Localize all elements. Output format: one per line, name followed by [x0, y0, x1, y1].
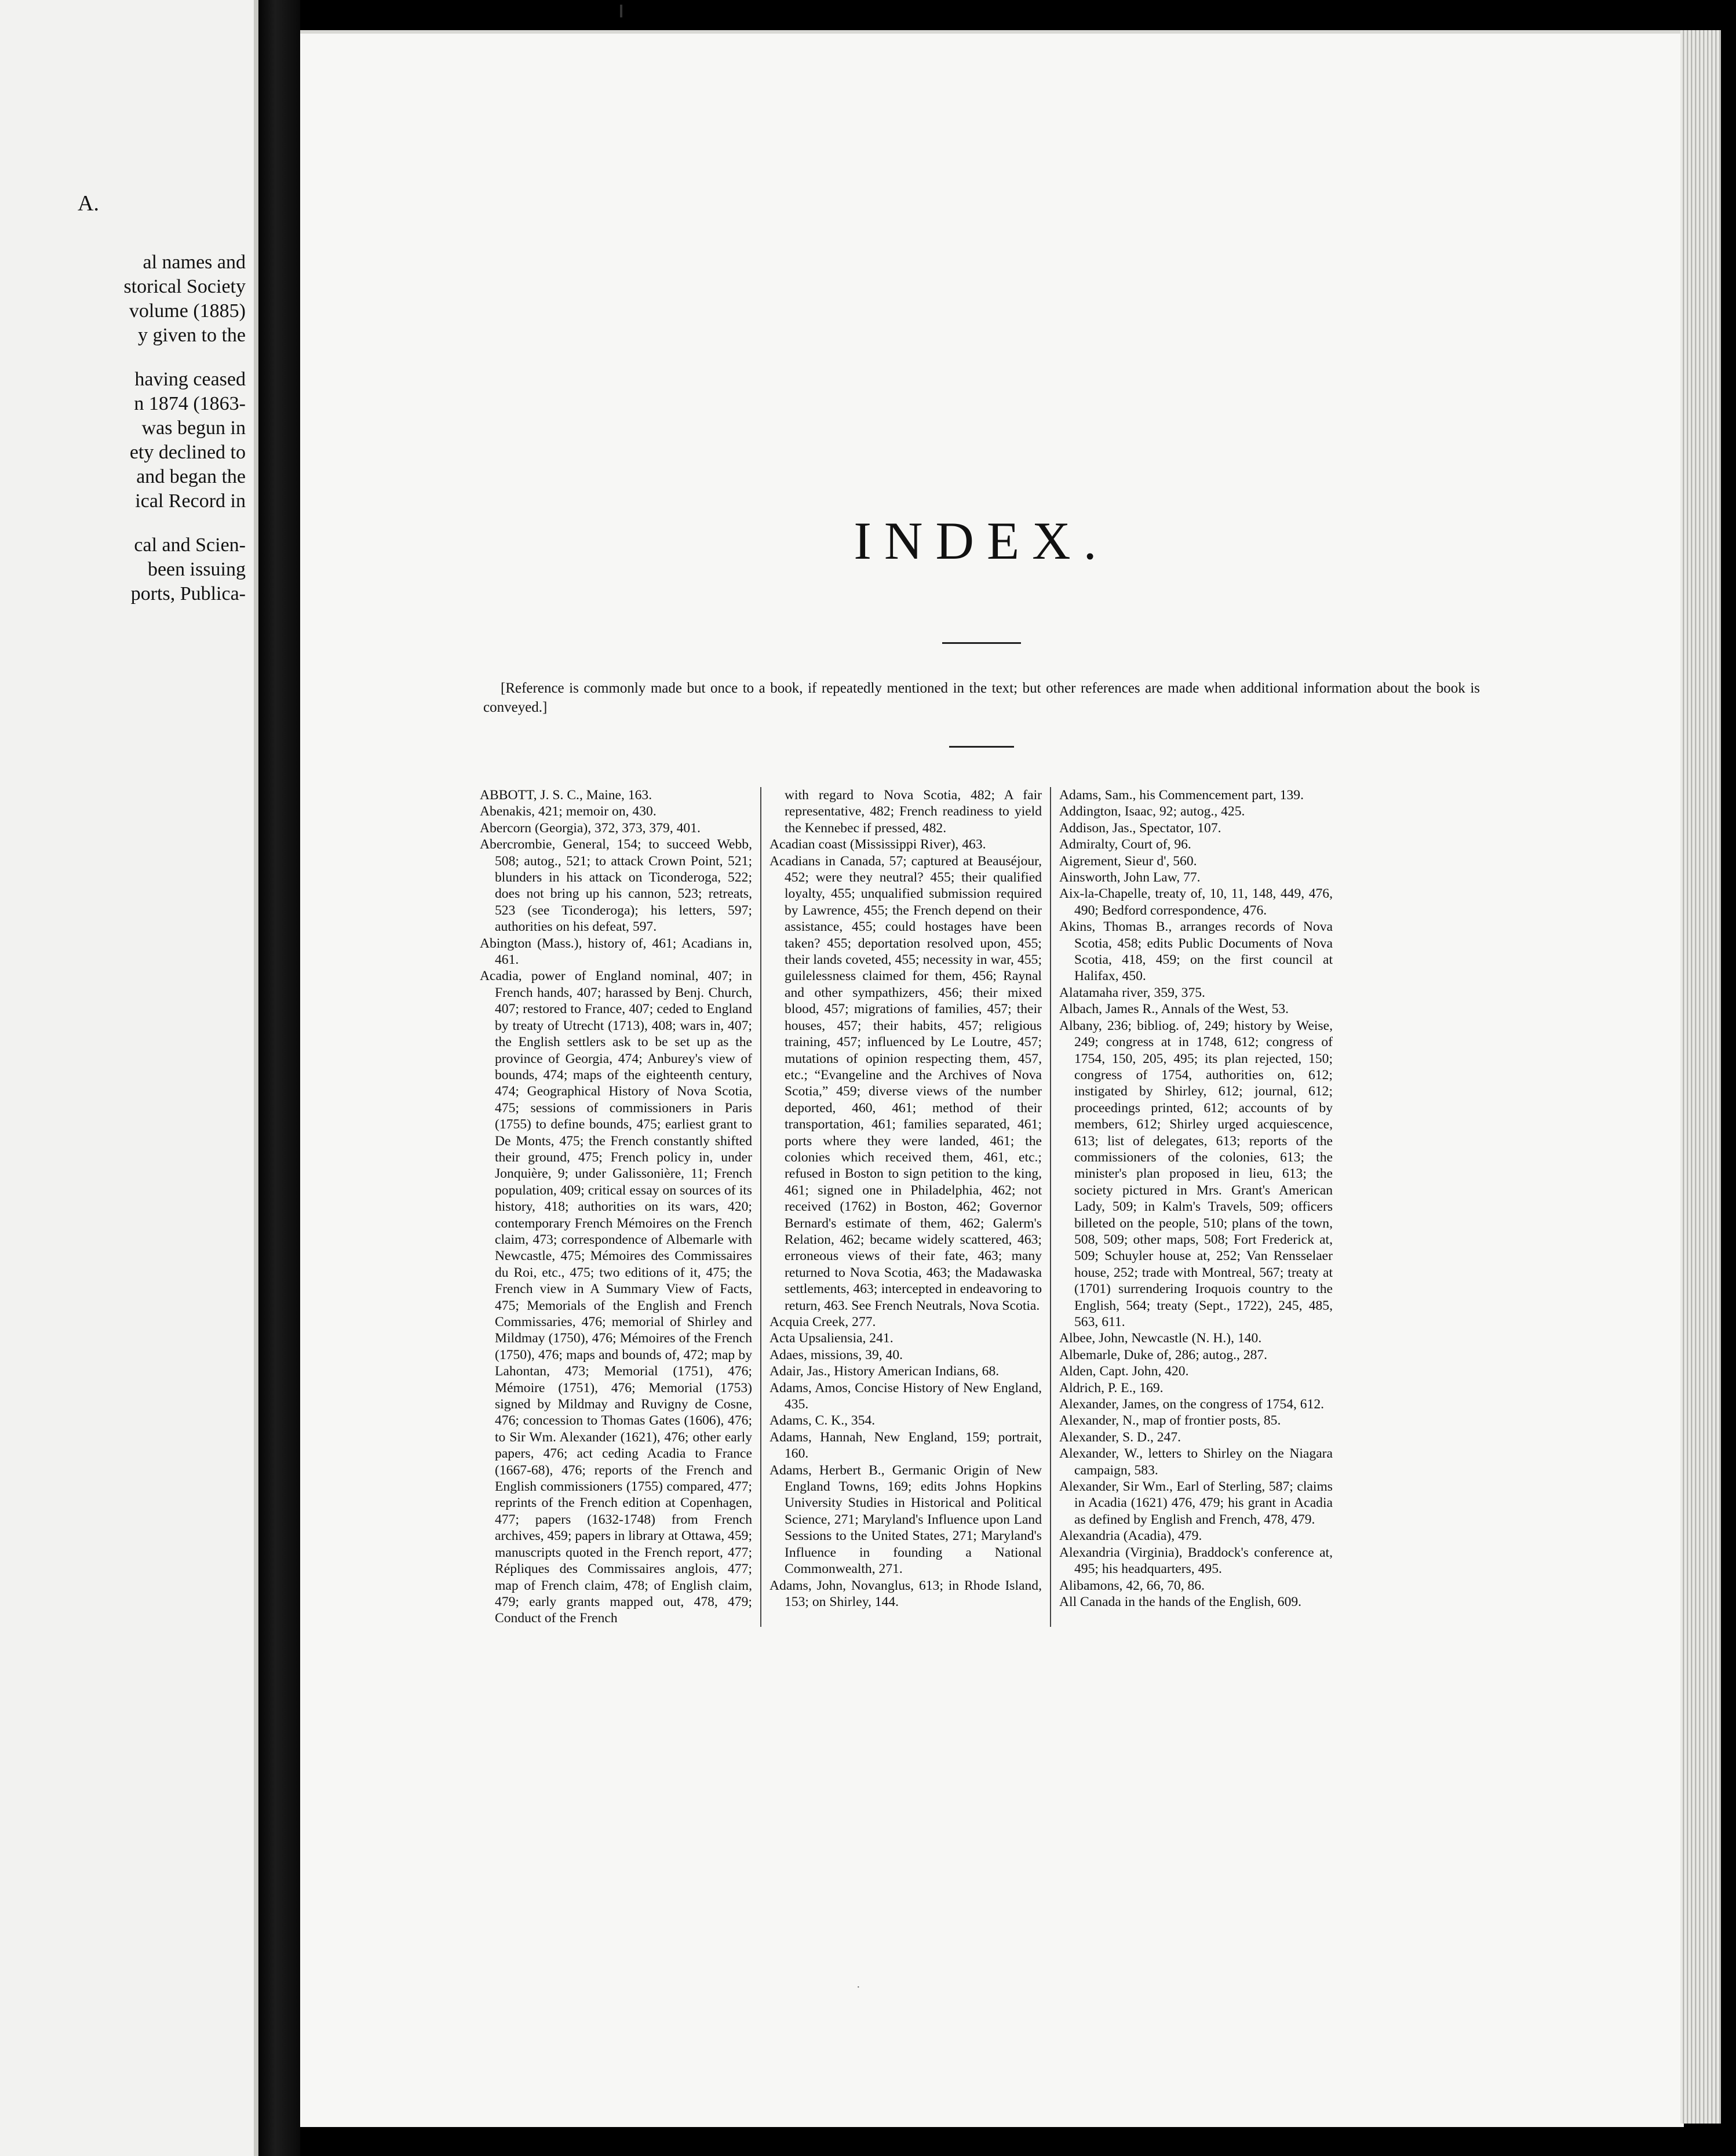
index-entry: Adams, C. K., 354.	[769, 1413, 876, 1429]
page-content	[472, 509, 1491, 748]
top-mark	[620, 5, 622, 17]
index-entry: Alden, Capt. John, 420.	[1059, 1364, 1189, 1379]
title-rule	[942, 642, 1021, 644]
index-entry: Akins, Thomas B., arranges records of Nova Scotia, 458; edits Public Documents of Nova Scotia, 418, 459; on the first council at Halifax, 450.	[1059, 919, 1333, 984]
left-page-line: been issuing	[147, 559, 246, 580]
index-preface-note: [Reference is commonly made but once to a book, if repeatedly mentioned in the text; but other references are made when additional information about the book is conveyed.]	[483, 680, 1480, 715]
index-column-1	[472, 787, 761, 1627]
left-page-line: ical Record in	[135, 490, 246, 512]
index-entry: Alexander, James, on the congress of 1754, 612.	[1059, 1397, 1325, 1412]
index-column-3	[1051, 787, 1341, 1627]
left-page-line	[72, 348, 246, 367]
facing-page-left	[0, 0, 258, 2156]
left-page-line	[72, 513, 246, 533]
left-page-line: was begun in	[141, 417, 246, 439]
index-entry: Alibamons, 42, 66, 70, 86.	[1059, 1578, 1205, 1593]
index-entry: Acquia Creek, 277.	[769, 1314, 876, 1330]
index-entry: Adair, Jas., History American Indians, 68.	[769, 1364, 1000, 1379]
index-entry: Alexandria (Acadia), 479.	[1059, 1528, 1202, 1544]
index-entry: Alexander, Sir Wm., Earl of Sterling, 587; claims in Acadia (1621) 476, 479; his grant in Acadia as defined by English and French, 478, 479.	[1059, 1479, 1333, 1527]
index-entry: Abenakis, 421; memoir on, 430.	[480, 804, 657, 820]
index-entry: Adams, Sam., his Commencement part, 139.	[1059, 788, 1304, 803]
index-entry: Abington (Mass.), history of, 461; Acadians in, 461.	[480, 935, 752, 968]
left-page-line: volume (1885)	[129, 300, 246, 322]
index-entry: Acadian coast (Mississippi River), 463.	[769, 837, 986, 853]
index-entry: Abercrombie, General, 154; to succeed Webb, 508; autog., 521; to attack Crown Point, 521; blunders in his attack on Ticonderoga, 522; does not bring up his cannon, 523; retreats, 523 (see Ticonderoga); his letters, 597; authorities on his defeat, 597.	[480, 837, 752, 935]
left-page-line: cal and Scien-	[134, 534, 246, 556]
index-page	[300, 30, 1684, 2127]
left-page-line: storical Society	[123, 276, 246, 297]
index-entry: Addington, Isaac, 92; autog., 425.	[1059, 804, 1245, 820]
index-entry: Albach, James R., Annals of the West, 53.	[1059, 1001, 1289, 1017]
index-entry: Adaes, missions, 39, 40.	[769, 1347, 903, 1363]
left-page-text-fragment	[72, 191, 246, 606]
footer-mark: ·	[856, 1981, 860, 1994]
index-entry: Acta Upsaliensia, 241.	[769, 1331, 893, 1346]
index-entry: All Canada in the hands of the English, 609.	[1059, 1594, 1302, 1609]
preface-rule	[949, 746, 1014, 748]
index-entry: Aigrement, Sieur d', 560.	[1059, 853, 1197, 869]
index-columns	[472, 787, 1381, 1627]
index-entry: Alexandria (Virginia), Braddock's conference at, 495; his headquarters, 495.	[1059, 1545, 1333, 1577]
index-entry: Albee, John, Newcastle (N. H.), 140.	[1059, 1331, 1262, 1346]
left-page-line: ports, Publica-	[130, 583, 246, 604]
book-spine	[258, 0, 300, 2156]
index-entry: Alatamaha river, 359, 375.	[1059, 985, 1205, 1000]
index-entry: ABBOTT, J. S. C., Maine, 163.	[480, 788, 652, 803]
left-page-line: and began the	[136, 466, 246, 487]
left-page-line: y given to the	[137, 325, 246, 346]
index-column-2	[761, 787, 1051, 1627]
index-entry: Abercorn (Georgia), 372, 373, 379, 401.	[480, 820, 701, 836]
left-page-line: n 1874 (1863-	[134, 393, 246, 414]
index-entry: Admiralty, Court of, 96.	[1059, 837, 1191, 853]
index-entry: Acadia, power of England nominal, 407; in French hands, 407; harassed by Benj. Church, 407; restored to France, 407; ceded to England by treaty of Utrecht (1713), 408; wars in, 407; the English settlers ask to be set up as the province of Georgia, 474; Anburey's view of bounds, 474; maps of the eighteenth century, 474; Geographical History of Nova Scotia, 475; sessions of commissioners in Paris (1755) to define bounds, 475; earliest grant to De Monts, 475; the French constantly shifted their ground, 475; French policy in, under Jonquière, 9; under Galissonière, 11; French population, 409; critical essay on sources of its history, 418; authorities on its wars, 420; contemporary French Mémoires on the French claim, 473; correspondence of Albemarle with Newcastle, 475; Mémoires des Commissaires du Roi, etc., 475; two editions of it, 475; the French view in A Summary View of Facts, 475; Memorials of the English and French Commissaries, 476; memorial of Shirley and Mildmay (1750), 476; Mémoires of the French (1750), 476; maps and bounds of, 472; map by Lahontan, 473; Memorial (1751), 476; Mémoire (1751), 476; Memorial (1753) signed by Mildmay and Ruvigny de Cosne, 476; concession to Thomas Gates (1606), 476; to Sir Wm. Alexander (1621), 476; other early papers, 476; act ceding Acadia to France (1667-68), 476; reports of the French and English commissioners (1755) compared, 477; reprints of the French edition at Copenhagen, 477; papers (1632-1748) from French archives, 459; papers in library at Ottawa, 459; manuscripts quoted in the French report, 477; Répliques des Commissaires anglois, 477; map of French claim, 478; of English claim, 479; early grants mapped out, 478, 479; Conduct of the French	[480, 968, 752, 1626]
index-entry: Albany, 236; bibliog. of, 249; history by Weise, 249; congress at in 1748, 612; congress of 1754, 150, 205, 495; its plan rejected, 150; congress of 1754, authorities on, 612; instigated by Shirley, 612; journal, 612; proceedings printed, 612; accounts of by members, 612; Shirley urged acquiescence, 613; list of delegates, 613; reports of the commissioners of the colonies, 613; the minister's plan proposed in lieu, 613; the society pictured in Mrs. Grant's American Lady, 509; in Kalm's Travels, 509; officers billeted on the people, 510; plans of the town, 508, 509; other maps, 508; Fort Frederick at, 509; Schuyler house at, 252; Van Rensselaer house, 252; trade with Montreal, 567; treaty at (1701) surrendering Iroquois country to the English, 564; treaty (Sept., 1722), 245, 485, 563, 611.	[1059, 1018, 1333, 1330]
left-page-heading: A.	[78, 191, 99, 216]
left-page-line: al names and	[143, 252, 246, 273]
index-entry: Alexander, W., letters to Shirley on the Niagara campaign, 583.	[1059, 1446, 1333, 1478]
page-title: INDEX.	[854, 511, 1110, 570]
index-entry: Adams, Hannah, New England, 159; portrait, 160.	[769, 1429, 1042, 1462]
index-entry: Aix-la-Chapelle, treaty of, 10, 11, 148, 449, 476, 490; Bedford correspondence, 476.	[1059, 886, 1333, 918]
index-entry: Alexander, S. D., 247.	[1059, 1429, 1181, 1445]
index-entry: Alexander, N., map of frontier posts, 85.	[1059, 1413, 1281, 1429]
index-entry: Adams, Amos, Concise History of New England, 435.	[769, 1380, 1042, 1412]
left-page-line: ety declined to	[129, 442, 246, 463]
page-edges	[1680, 30, 1721, 2124]
left-page-line: having ceased	[134, 369, 246, 390]
index-entry: Addison, Jas., Spectator, 107.	[1059, 820, 1221, 836]
index-entry: Albemarle, Duke of, 286; autog., 287.	[1059, 1347, 1268, 1363]
index-entry: Adams, Herbert B., Germanic Origin of New England Towns, 169; edits Johns Hopkins University Studies in Historical and Political Science, 271; Maryland's Influence upon Land Sessions to the United States, 271; Maryland's Influence in founding a National Commonwealth, 271.	[769, 1462, 1042, 1577]
index-entry: Aldrich, P. E., 169.	[1059, 1380, 1164, 1396]
index-entry-continuation: with regard to Nova Scotia, 482; A fair representative, 482; French readiness to yield the Kennebec if pressed, 482.	[785, 788, 1042, 836]
index-entry: Ainsworth, John Law, 77.	[1059, 870, 1201, 886]
index-entry: Acadians in Canada, 57; captured at Beauséjour, 452; were they neutral? 455; their qualified loyalty, 455; unqualified submission required by Lawrence, 455; the French depend on their assistance, 455; could hostages have been taken? 455; deportation resolved upon, 455; their lands coveted, 455; necessity in war, 455; guilelessness claimed for them, 456; Raynal and other sympathizers, 456; their mixed blood, 457; migrations of families, 457; their houses, 457; their habits, 457; religious training, 457; influenced by Le Loutre, 457; mutations of opinion respecting them, 457, etc.; “Evangeline and the Archives of Nova Scotia,” 459; diverse views of the number deported, 460, 461; method of their transportation, 461; families separated, 461; ports where they were landed, 461; the colonies which received them, 461, etc.; refused in Boston to sign petition to the king, 461; signed one in Philadelphia, 462; not received (1762) in Boston, 462; Governor Bernard's estimate of them, 462; Galerm's Relation, 462; became widely scattered, 463; erroneous views of their fate, 463; many returned to Nova Scotia, 463; the Madawaska settlements, 463; intercepted in endeavoring to return, 463. See French Neutrals, Nova Scotia.	[769, 853, 1042, 1313]
index-entry: Adams, John, Novanglus, 613; in Rhode Island, 153; on Shirley, 144.	[769, 1578, 1042, 1609]
